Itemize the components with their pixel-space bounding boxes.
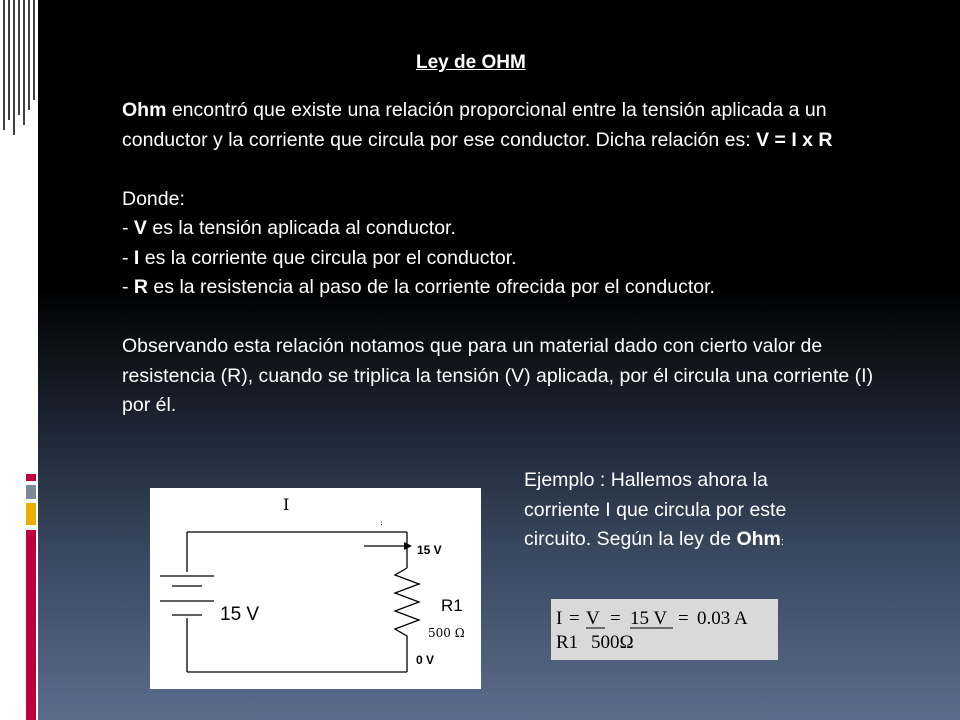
intro-paragraph [122,96,882,155]
resistor-symbol [395,568,419,640]
formula-result: 0.03 A [697,608,748,629]
example-ohm-bold: Ohm [736,528,781,550]
definition-r: - R es la resistencia al paso de la corriente ofrecida por el conductor. [122,276,715,298]
formula-eq1: = [569,608,580,629]
ohm-bold: Ohm [122,99,167,121]
accent-gray [26,485,36,499]
ohm-formula: V = I x R [756,128,833,151]
body-text [122,96,882,421]
example-body: Ejemplo : Hallemos ahora la corriente I que circula por este circuito. Según la ley de [524,469,787,550]
formula-eq2: = [610,608,621,629]
accent-red-long [26,530,36,720]
voltage-top-label: 15 V [417,543,442,557]
formula-lhs: I [556,608,563,629]
decorative-lines [0,0,38,140]
definition-v: - V es la tensión aplicada al conductor. [122,217,456,239]
source-voltage-label: 15 V [220,604,260,625]
formula-eq3: = [678,608,689,629]
intro-text: encontró que existe una relación proporcional entre la tensión aplicada a un conductor y la corriente que circula por ese conductor. Dicha relación es: [122,99,827,151]
ohm-formula-box [551,599,778,660]
resistor-name-label: R1 [441,596,463,615]
formula-num-val: 15 V [630,608,668,629]
accent-red-top [26,474,36,481]
definition-i: - I es la corriente que circula por el conductor. [122,246,517,269]
resistance-label: 500 Ω [428,626,465,640]
formula-den: R1 [556,632,579,653]
definitions-heading: Donde: [122,187,185,210]
current-label: I [283,495,290,514]
example-suffix: : [780,536,784,548]
circuit-diagram [150,488,481,689]
slide-title: Ley de OHM [416,52,526,73]
example-text [524,466,844,558]
formula-den-val: 500Ω [591,632,634,653]
formula-num: V [586,608,600,629]
voltage-bottom-label: 0 V [416,653,435,667]
svg-text::: : [380,518,383,527]
observation-paragraph: Observando esta relación notamos que para un material dado con cierto valor de resistencia (R), cuando se triplica la tensión (V) aplicada, por él circula una corriente (I) por él. [122,335,874,416]
battery-symbol [160,576,214,615]
accent-gold [26,503,36,525]
